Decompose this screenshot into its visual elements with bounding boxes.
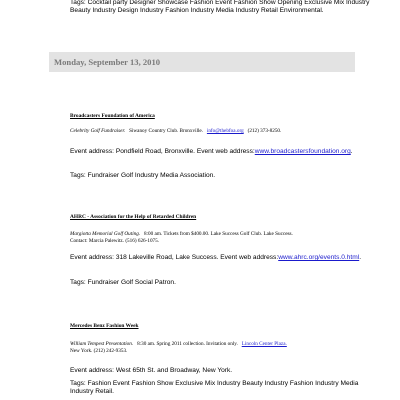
event-web-link[interactable]: www.broadcastersfoundation.org: [254, 148, 351, 155]
event-detail-ahrc: [70, 231, 370, 244]
event-phone: (212) 373-8250.: [247, 128, 282, 134]
event-detail-mercedes: [70, 341, 370, 354]
event-address-ahrc: Event address: 318 Lakeville Road, Lake Success. Event web address:www.ahrc.org/events.0.html.: [70, 254, 362, 261]
event-name: William Tempest Presentation.: [70, 341, 134, 347]
event-venue: Siwanoy Country Club. Bronxville.: [129, 128, 203, 134]
event-venue-link[interactable]: Lincoln Center Plaza.: [241, 341, 287, 347]
event-title-mercedes[interactable]: Mercedes Benz Fashion Week: [70, 323, 139, 329]
event-contact: Contact: Marcia Palewitz. (516) 626-1075.: [70, 237, 160, 244]
event-name: Margiotta Memorial Golf Outing.: [70, 231, 141, 237]
event-email-link[interactable]: info@thebfoa.org: [206, 128, 244, 134]
event-info: 8:30 am. Spring 2011 collection. Invitation only.: [137, 341, 238, 347]
event-tags-ahrc: Tags: Fundraiser Golf Social Patron.: [70, 279, 176, 286]
event-title-broadcasters[interactable]: Broadcasters Foundation of America: [70, 113, 155, 119]
event-detail-broadcasters: [70, 128, 370, 135]
event-info: 8:00 am. Tickets from $400.00. Lake Success Golf Club. Lake Success.: [144, 231, 293, 237]
event-web-link[interactable]: www.ahrc.org/events.0.html: [278, 254, 360, 261]
event-tags-mercedes: Tags: Fashion Event Fashion Show Exclusive Mix Industry Beauty Industry Fashion Industry Media Industry Retail.: [70, 380, 359, 396]
event-address-mercedes: Event address: West 65th St. and Broadway, New York.: [70, 367, 233, 374]
event-title-ahrc[interactable]: AHRC - Association for the Help of Retarded Children: [70, 214, 197, 220]
event-tags-broadcasters: Tags: Fundraiser Golf Industry Media Association.: [70, 172, 216, 179]
date-header-bar: [49, 52, 355, 72]
date-header: Monday, September 13, 2010: [54, 57, 161, 67]
event-address-broadcasters: Event address: Pondfield Road, Bronxville. Event web address:www.broadcastersfoundation.org.: [70, 148, 353, 155]
event-contact: New York. (212) 242-9353.: [70, 347, 128, 354]
event-name: Celebrity Golf Fundraiser.: [70, 128, 126, 134]
intro-tags: Tags: Cocktail party Designer Showcase Fashion Event Fashion Show Opening Exclusive Mix Industry Beauty Industry Design Industry Fashion Industry Media Industry Retail Environmental.: [70, 0, 370, 15]
